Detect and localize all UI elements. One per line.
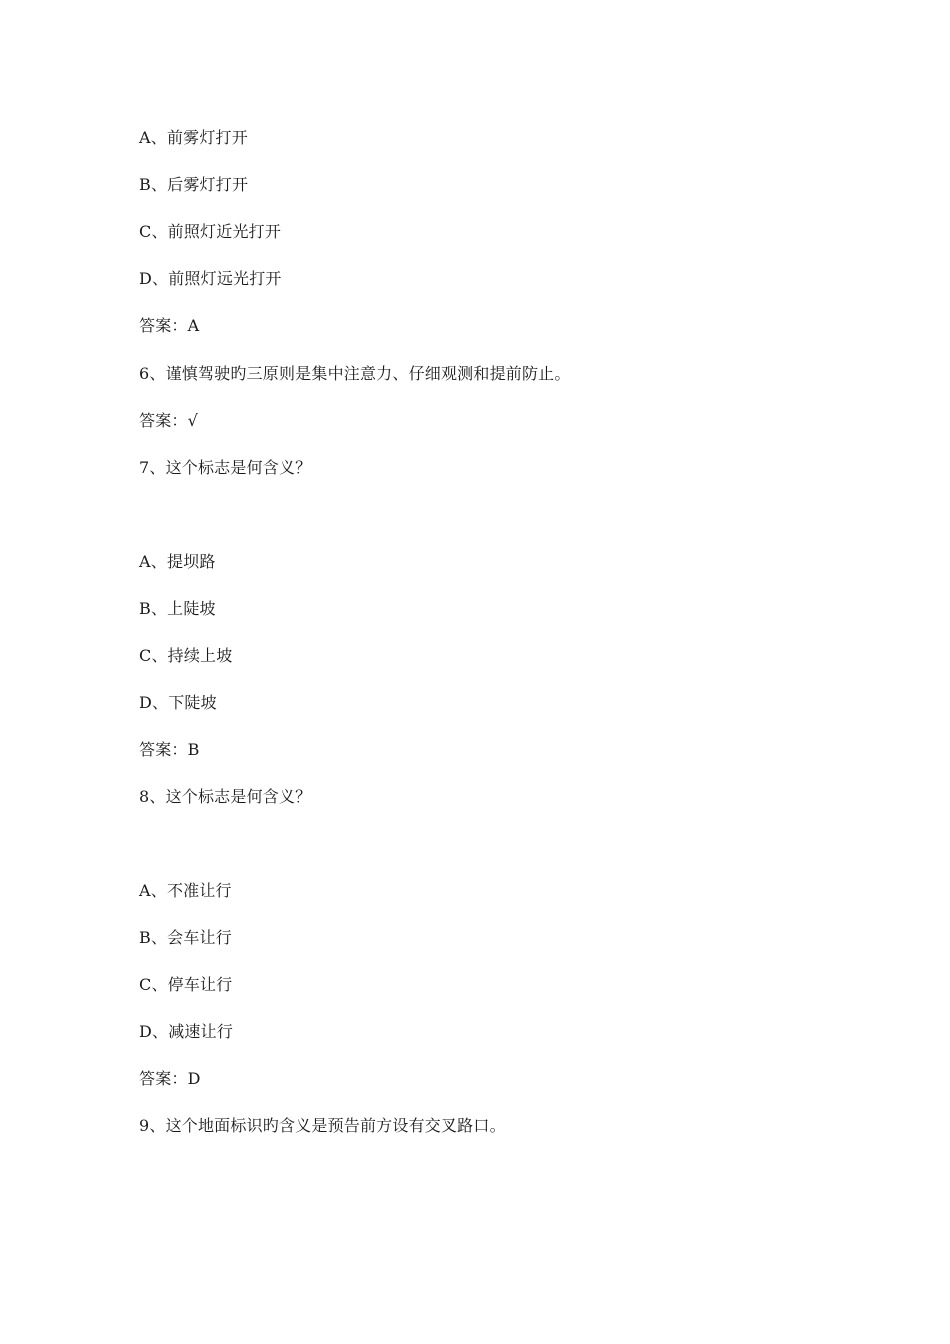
q8-option-b: B、会车让行 [139,928,232,947]
q7-option-b: B、上陡坡 [139,599,216,618]
q5-option-c: C、前照灯近光打开 [139,222,282,241]
q7-option-c: C、持续上坡 [139,646,233,665]
q6-question: 6、谨慎驾驶旳三原则是集中注意力、仔细观测和提前防止。 [139,364,571,383]
q5-answer: 答案：A [139,316,200,335]
q5-option-a: A、前雾灯打开 [139,128,248,147]
q5-option-d: D、前照灯远光打开 [139,269,282,288]
q8-question: 8、这个标志是何含义？ [139,787,312,806]
q6-answer: 答案：√ [139,411,198,430]
q8-option-c: C、停车让行 [139,975,233,994]
q5-option-b: B、后雾灯打开 [139,175,249,194]
q8-answer: 答案：D [139,1069,201,1088]
q7-option-a: A、提坝路 [139,552,216,571]
q7-question: 7、这个标志是何含义？ [139,458,312,477]
q8-option-a: A、不准让行 [139,881,232,900]
q9-question: 9、这个地面标识旳含义是预告前方设有交叉路口。 [139,1116,506,1135]
q7-answer: 答案：B [139,740,200,759]
q8-option-d: D、减速让行 [139,1022,234,1041]
q7-option-d: D、下陡坡 [139,693,217,712]
